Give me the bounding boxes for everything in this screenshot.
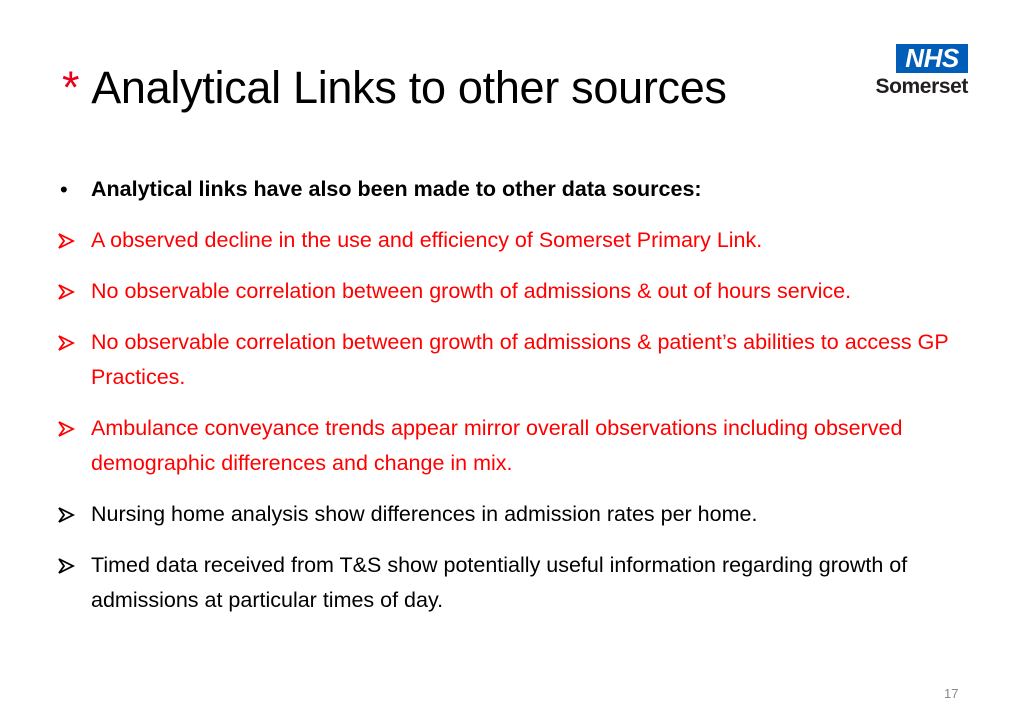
slide-body	[58, 172, 968, 634]
bullet-text: Analytical links have also been made to other data sources:	[91, 177, 702, 201]
arrow-item-6	[58, 548, 968, 618]
arrow-bullet-icon	[58, 548, 84, 583]
arrow-bullet-icon	[58, 497, 84, 532]
arrow-item-text: Timed data received from T&S show potentially useful information regarding growth of admissions at particular times of day.	[91, 553, 908, 612]
page-number: 17	[944, 686, 959, 701]
slide-title	[62, 62, 727, 114]
title-text: Analytical Links to other sources	[91, 62, 727, 113]
arrow-item-2	[58, 274, 968, 309]
arrow-bullet-icon	[58, 325, 84, 360]
arrow-bullet-icon	[58, 274, 84, 309]
title-asterisk: *	[62, 62, 80, 113]
arrow-item-text: Ambulance conveyance trends appear mirror overall observations including observed demographic differences and change in mix.	[91, 416, 903, 475]
arrow-item-text: A observed decline in the use and efficiency of Somerset Primary Link.	[91, 228, 763, 252]
arrow-item-3	[58, 325, 968, 395]
arrow-bullet-icon	[58, 411, 84, 446]
bullet-dot-icon: •	[60, 177, 68, 202]
arrow-item-text: Nursing home analysis show differences in admission rates per home.	[91, 502, 758, 526]
arrow-item-text: No observable correlation between growth of admissions & out of hours service.	[91, 279, 852, 303]
arrow-item-1	[58, 223, 968, 258]
arrow-item-text: No observable correlation between growth of admissions & patient’s abilities to access GP Practices.	[91, 330, 949, 389]
nhs-somerset-logo	[860, 44, 968, 104]
arrow-item-4	[58, 411, 968, 481]
arrow-item-5	[58, 497, 968, 532]
nhs-logo-badge: NHS	[896, 44, 968, 73]
nhs-logo-region: Somerset	[875, 75, 968, 98]
arrow-bullet-icon	[58, 223, 84, 258]
bullet-item	[58, 172, 968, 207]
